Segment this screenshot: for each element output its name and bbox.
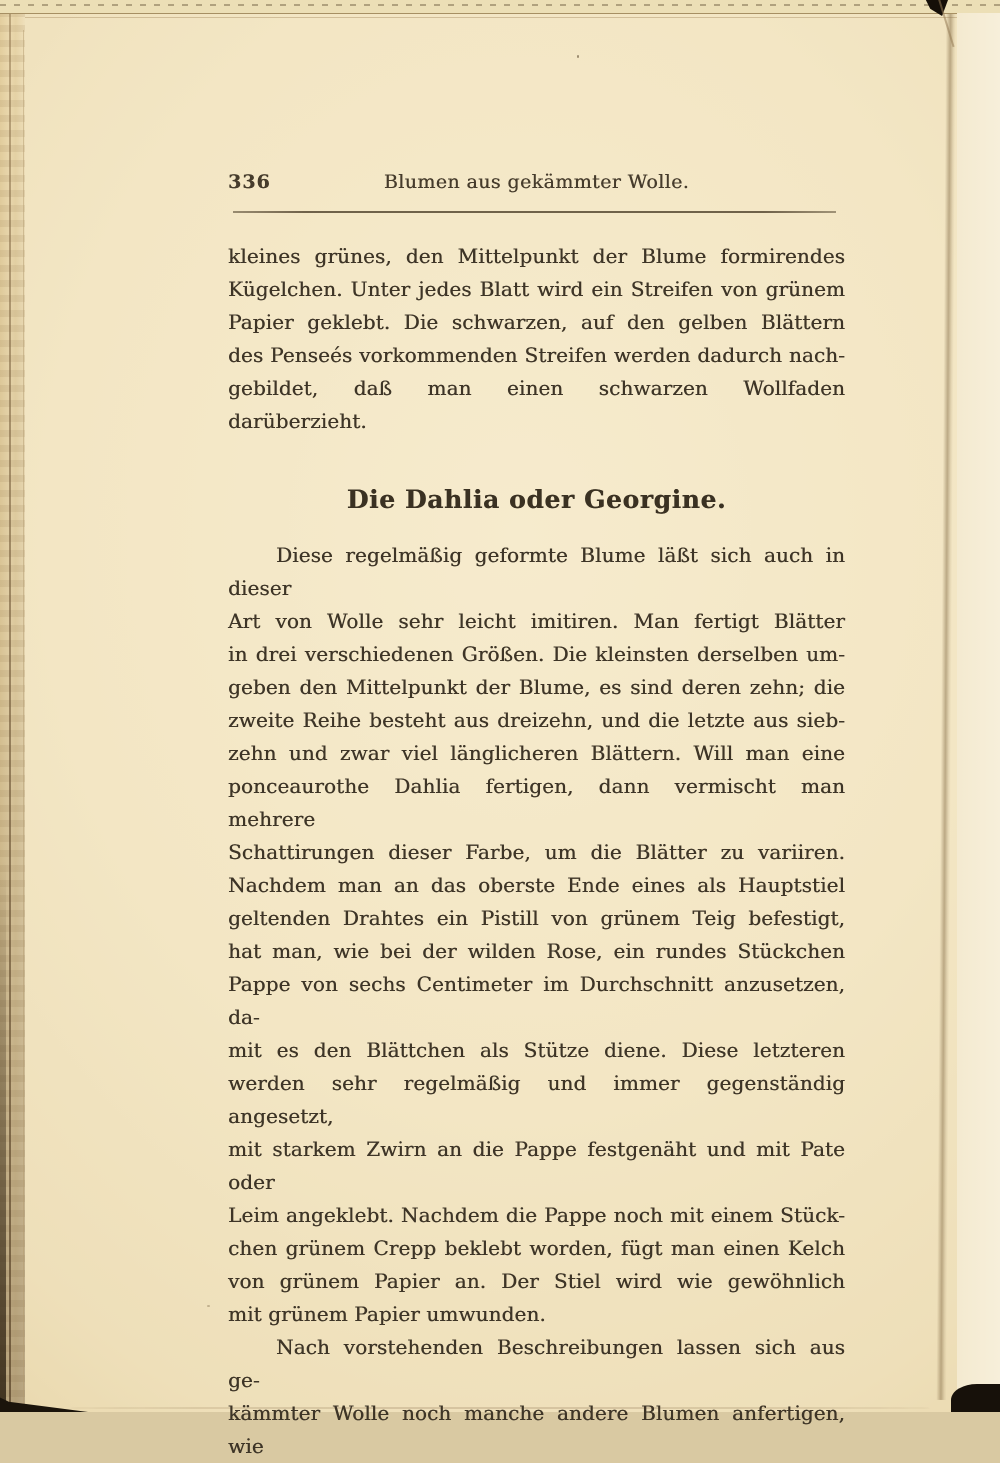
paragraph-1 [228, 240, 845, 438]
text-line: kämmter Wolle noch manche andere Blumen anfertigen, wie [228, 1401, 845, 1458]
page-number: 336 [228, 171, 271, 193]
text-line: mit es den Blättchen als Stütze diene. Diese letzteren [228, 1038, 845, 1062]
paragraph-2 [228, 539, 845, 1331]
page-edge-right [957, 13, 1000, 1412]
text-line: Nach vorstehenden Beschreibungen lassen sich aus ge- [228, 1335, 845, 1392]
text-line: mit grünem Papier umwunden. [228, 1302, 546, 1326]
text-line: geltenden Drahtes ein Pistill von grünem Teig befestigt, [228, 906, 845, 930]
text-line: Art von Wolle sehr leicht imitiren. Man fertigt Blätter [228, 609, 845, 633]
page-edge-left-shadow [0, 860, 6, 1412]
text-line: kleines grünes, den Mittelpunkt der Blume formirendes [228, 244, 845, 268]
text-line: zehn und zwar viel länglicheren Blättern. Will man eine [228, 741, 845, 765]
running-header [228, 171, 845, 197]
text-line: ponceaurothe Dahlia fertigen, dann vermischt man mehrere [228, 774, 845, 831]
text-line: Diese regelmäßig geformte Blume läßt sich auch in dieser [228, 543, 845, 600]
page-edge-top-line [4, 17, 974, 18]
text-line: in drei verschiedenen Größen. Die kleinsten derselben um- [228, 642, 845, 666]
text-line: Leim angeklebt. Nachdem die Pappe noch mit einem Stück- [228, 1203, 845, 1227]
header-rule [233, 211, 836, 213]
page-edge-top [0, 0, 1000, 14]
text-line: des Penseés vorkommenden Streifen werden dadurch nach- [228, 343, 845, 367]
text-line: hat man, wie bei der wilden Rose, ein rundes Stückchen [228, 939, 845, 963]
text-line: Papier geklebt. Die schwarzen, auf den gelben Blättern [228, 310, 845, 334]
text-line: Schattirungen dieser Farbe, um die Blätter zu variiren. [228, 840, 845, 864]
shadow-corner-bottom-right [951, 1384, 1000, 1412]
page-edge-right-shadow-line [936, 14, 956, 1400]
text-column [228, 240, 845, 1463]
text-line: Kügelchen. Unter jedes Blatt wird ein Streifen von grünem [228, 277, 845, 301]
text-line: von grünem Papier an. Der Stiel wird wie gewöhnlich [228, 1269, 845, 1293]
text-line: werden sehr regelmäßig und immer gegenständig angesetzt, [228, 1071, 845, 1128]
text-line: Nachdem man an das oberste Ende eines als Hauptstiel [228, 873, 845, 897]
text-line: Pappe von sechs Centimeter im Durchschnitt anzusetzen, da- [228, 972, 845, 1029]
paper-speck [207, 1305, 210, 1307]
section-heading: Die Dahlia oder Georgine. [346, 485, 727, 514]
text-line: zweite Reihe besteht aus dreizehn, und die letzte aus sieb- [228, 708, 845, 732]
page-edge-left-line [9, 14, 11, 1412]
text-line: geben den Mittelpunkt der Blume, es sind deren zehn; die [228, 675, 845, 699]
paragraph-3 [228, 1331, 845, 1463]
paper-speck [577, 55, 579, 58]
text-line: mit starkem Zwirn an die Pappe festgenäht und mit Pate oder [228, 1137, 845, 1194]
running-title: Blumen aus gekämmter Wolle. [383, 171, 690, 193]
page-edge-left-inner-line [23, 30, 24, 1412]
text-line: chen grünem Crepp beklebt worden, fügt man einen Kelch [228, 1236, 845, 1260]
text-line: gebildet, daß man einen schwarzen Wollfaden darüberzieht. [228, 376, 845, 433]
